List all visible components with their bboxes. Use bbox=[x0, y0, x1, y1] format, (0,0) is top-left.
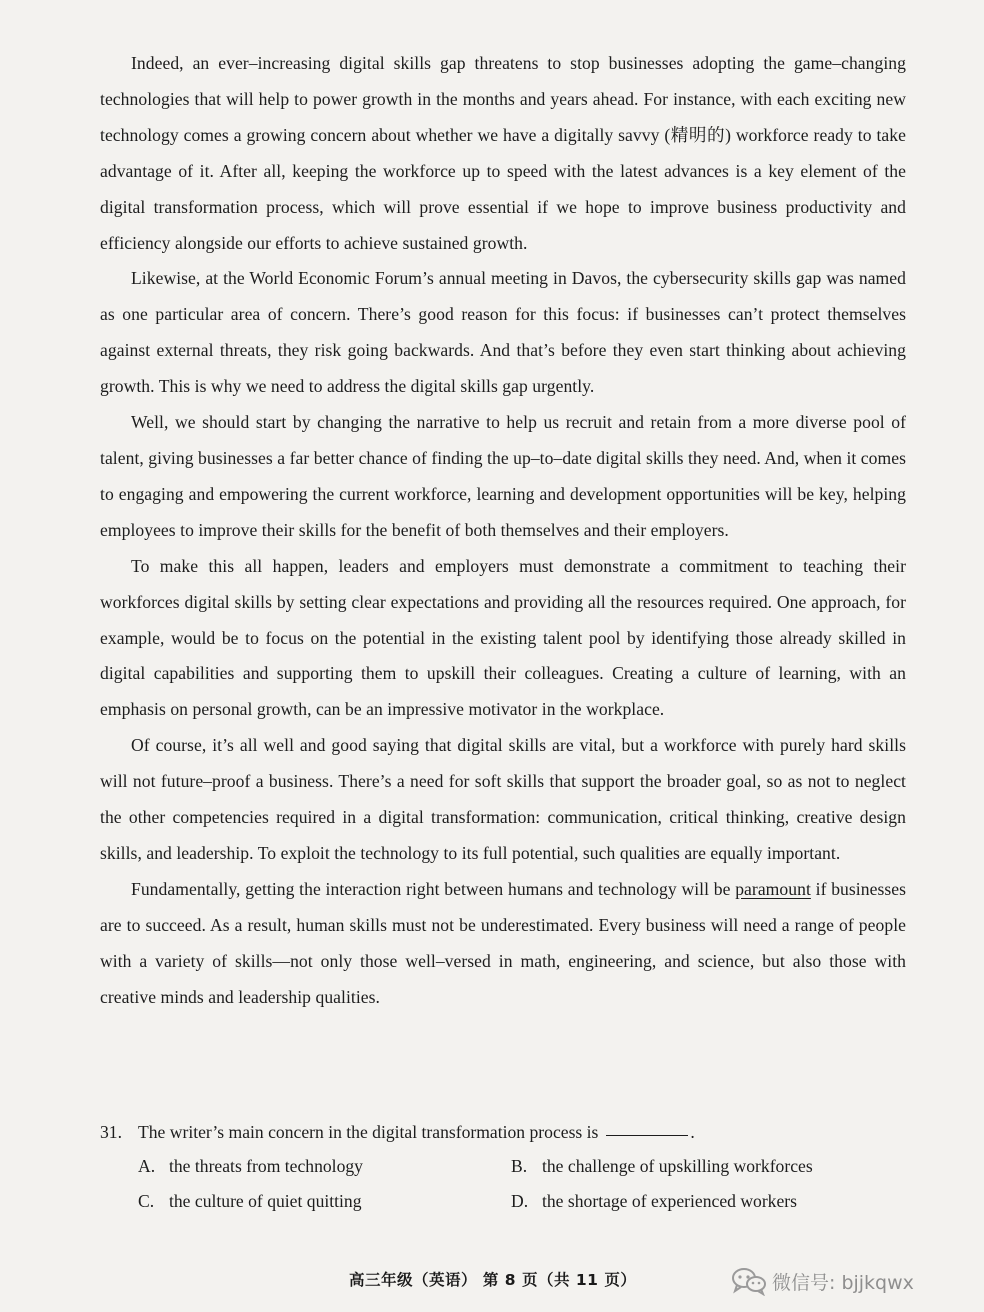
paragraph-6 bbox=[100, 872, 906, 1016]
option-text: the threats from technology bbox=[169, 1156, 363, 1176]
option-d[interactable] bbox=[511, 1191, 891, 1226]
watermark-text: 微信号: bjjkqwx bbox=[772, 1271, 914, 1294]
option-text: the shortage of experienced workers bbox=[542, 1191, 797, 1211]
underlined-word: paramount bbox=[735, 878, 811, 899]
wechat-icon bbox=[730, 1266, 768, 1296]
page-number-label: 高三年级（英语） 第 8 页（共 11 页） bbox=[349, 1271, 637, 1289]
paragraph-6-text-end: if businesses are to succeed. As a result, human skills must not be underestimated. Every business will need a range of people with a variety of skills—not only those well–versed in math, engineering, and science, but also those with creative minds and leadership qualities. bbox=[100, 878, 906, 1007]
option-letter: B. bbox=[511, 1156, 528, 1176]
option-c[interactable] bbox=[138, 1191, 511, 1226]
option-text: the challenge of upskilling workforces bbox=[542, 1156, 813, 1176]
option-a[interactable] bbox=[138, 1156, 511, 1191]
paragraph-4: To make this all happen, leaders and employers must demonstrate a commitment to teaching their workforces digital skills by setting clear expectations and providing all the resources required. One approach, for example, would be to focus on the potential in the existing talent pool by identifying those already skilled in digital capabilities and supporting them to upskill their colleagues. Creating a culture of learning, with an emphasis on personal growth, can be an impressive motivator in the workplace. bbox=[100, 555, 906, 720]
page-footer bbox=[0, 1266, 984, 1296]
option-b[interactable] bbox=[511, 1156, 891, 1191]
reading-passage bbox=[100, 46, 906, 1015]
paragraph-6-text-start: Fundamentally, getting the interaction right between humans and technology will be bbox=[131, 878, 736, 899]
paragraph-1: Indeed, an ever–increasing digital skills gap threatens to stop businesses adopting the game–changing technologies that will help to power growth in the months and years ahead. For instance, with each exciting new technology comes a growing concern about whether we have a digitally savvy (精明的) workforce ready to take advantage of it. After all, keeping the workforce up to speed with the latest advances is a key element of the digital transformation process, which will prove essential if we hope to improve business productivity and efficiency alongside our efforts to achieve sustained growth. bbox=[100, 53, 906, 253]
answer-blank bbox=[606, 1135, 688, 1136]
option-text: the culture of quiet quitting bbox=[169, 1191, 362, 1211]
question-text: The writer’s main concern in the digital transformation process is bbox=[138, 1122, 599, 1142]
option-letter: C. bbox=[138, 1191, 155, 1211]
question-31 bbox=[100, 1122, 906, 1226]
paragraph-5: Of course, it’s all well and good saying that digital skills are vital, but a workforce with purely hard skills will not future–proof a business. There’s a need for soft skills that support the broader goal, so as not to neglect the other competencies required in a digital transformation: communication, critical thinking, creative design skills, and leadership. To exploit the technology to its full potential, such qualities are equally important. bbox=[100, 735, 906, 863]
paragraph-3: Well, we should start by changing the narrative to help us recruit and retain from a more diverse pool of talent, giving businesses a far better chance of finding the up–to–date digital skills they need. And, when it comes to engaging and empowering the current workforce, learning and development opportunities will be key, helping employees to improve their skills for the benefit of both themselves and their employers. bbox=[100, 412, 906, 540]
question-number: 31. bbox=[100, 1122, 122, 1142]
paragraph-2: Likewise, at the World Economic Forum’s annual meeting in Davos, the cybersecurity skills gap was named as one particular area of concern. There’s good reason for this focus: if businesses can’t protect themselves against external threats, they risk going backwards. And that’s before they even start thinking about achieving growth. This is why we need to address the digital skills gap urgently. bbox=[100, 268, 906, 397]
option-letter: A. bbox=[138, 1156, 156, 1176]
wechat-watermark bbox=[730, 1266, 914, 1296]
question-stem bbox=[100, 1122, 906, 1156]
answer-options bbox=[138, 1156, 906, 1226]
option-letter: D. bbox=[511, 1191, 529, 1211]
question-period: . bbox=[690, 1122, 695, 1142]
